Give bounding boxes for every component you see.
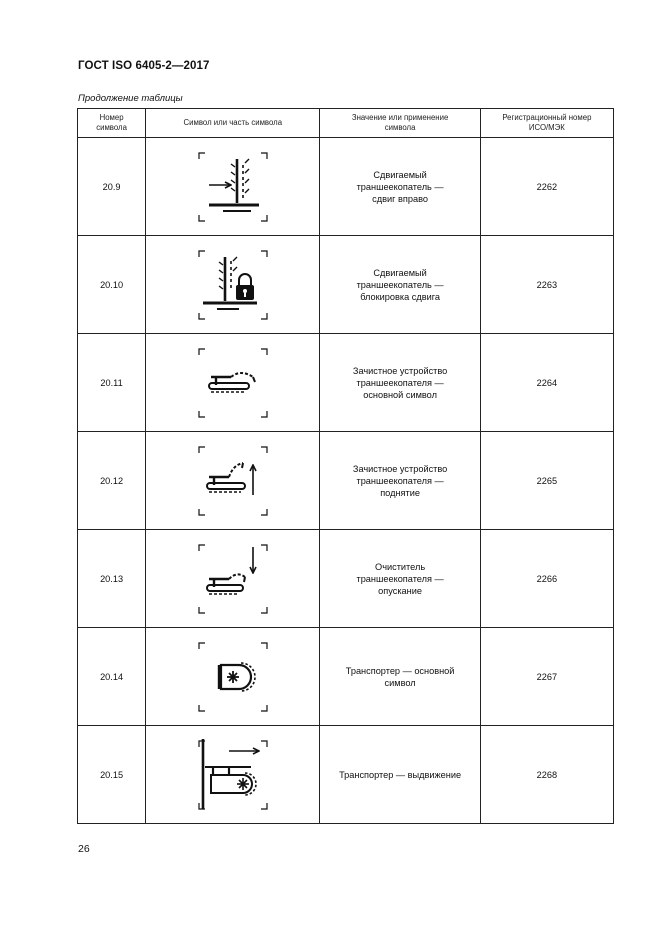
symbol-cell — [146, 432, 320, 530]
table-row — [78, 530, 614, 628]
registration-number: 2268 — [480, 726, 613, 824]
registration-number: 2266 — [480, 530, 613, 628]
trencher-shift-lock-icon — [187, 239, 279, 331]
registration-number: 2264 — [480, 334, 613, 432]
symbol-number: 20.13 — [78, 530, 146, 628]
conveyor-icon — [187, 631, 279, 723]
symbol-number: 20.9 — [78, 138, 146, 236]
trencher-crumber-icon — [187, 337, 279, 429]
conveyor-extend-icon — [187, 729, 279, 821]
symbol-table — [77, 108, 614, 824]
registration-number: 2265 — [480, 432, 613, 530]
trencher-crumber-raise-icon — [187, 435, 279, 527]
registration-number: 2263 — [480, 236, 613, 334]
symbol-cell — [146, 530, 320, 628]
table-row — [78, 334, 614, 432]
table-row — [78, 138, 614, 236]
symbol-meaning: Транспортер — основной символ — [320, 628, 480, 726]
symbol-meaning: Сдвигаемый траншеекопатель — блокировка сдвига — [320, 236, 480, 334]
header-meaning: Значение или применение символа — [320, 109, 480, 138]
symbol-number: 20.14 — [78, 628, 146, 726]
symbol-number: 20.10 — [78, 236, 146, 334]
symbol-meaning: Очиститель траншеекопателя — опускание — [320, 530, 480, 628]
table-row — [78, 432, 614, 530]
table-row — [78, 628, 614, 726]
header-symbol-number: Номер символа — [78, 109, 146, 138]
symbol-cell — [146, 138, 320, 236]
symbol-cell — [146, 334, 320, 432]
page-number: 26 — [78, 843, 90, 855]
symbol-number: 20.12 — [78, 432, 146, 530]
registration-number: 2267 — [480, 628, 613, 726]
table-header-row — [78, 109, 614, 138]
header-registration-number: Регистрационный номер ИСО/МЭК — [480, 109, 613, 138]
symbol-meaning: Сдвигаемый траншеекопатель — сдвиг вправо — [320, 138, 480, 236]
table-row — [78, 236, 614, 334]
symbol-meaning: Зачистное устройство траншеекопателя — поднятие — [320, 432, 480, 530]
symbol-cell — [146, 236, 320, 334]
trencher-cleaner-lower-icon — [187, 533, 279, 625]
trencher-shift-right-icon — [187, 141, 279, 233]
registration-number: 2262 — [480, 138, 613, 236]
header-symbol: Символ или часть символа — [146, 109, 320, 138]
table-caption: Продолжение таблицы — [78, 93, 183, 104]
symbol-meaning: Транспортер — выдвижение — [320, 726, 480, 824]
symbol-cell — [146, 628, 320, 726]
document-title: ГОСТ ISO 6405-2—2017 — [78, 60, 210, 72]
symbol-cell — [146, 726, 320, 824]
symbol-number: 20.15 — [78, 726, 146, 824]
symbol-number: 20.11 — [78, 334, 146, 432]
table-row — [78, 726, 614, 824]
symbol-meaning: Зачистное устройство траншеекопателя — основной символ — [320, 334, 480, 432]
